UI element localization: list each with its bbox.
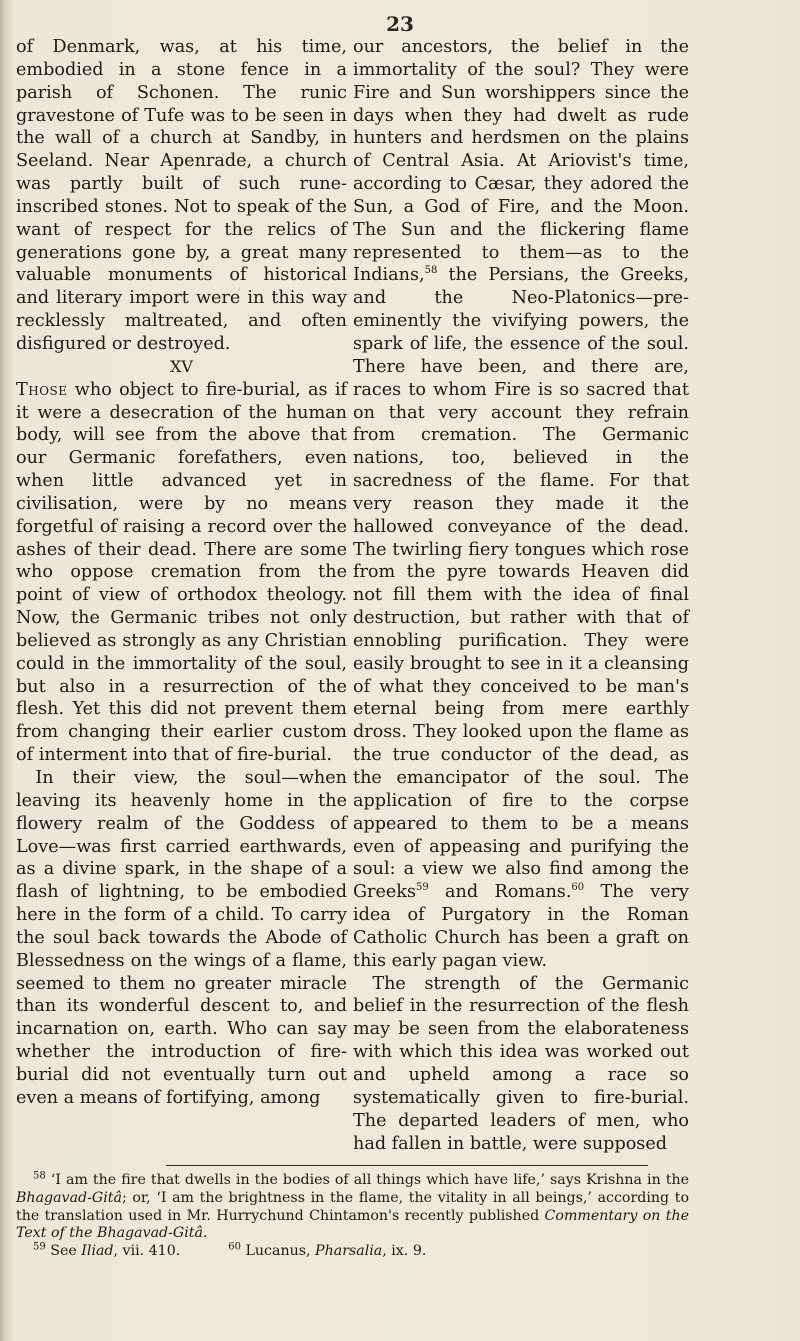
footnote-ref-60[interactable]: 60 [571, 882, 585, 894]
left-paragraph-1: of Denmark, was, at his time, embodied in a stone fence in a parish of Schonen. The runic gravestone of Tufe was to be seen in the wall of a church at Sandby, in Seeland. Near Apenrade, a church was partly built of such rune-inscribed stones. Not to speak of the want of respect for the relics of generations gone by, a great many valuable monuments of historical and literary import were in this way recklessly maltreated, and often disfigured or destroyed. [16, 37, 347, 354]
footnote-60-number: 60 [228, 1241, 241, 1253]
footnote-rule [166, 1165, 648, 1166]
left-paragraph-2-text: who object to fire-burial, as if it were a desecration of the human body, will see from the above that our Germanic forefathers, even when little advanced yet in civilisation, were by no means forgetful of raising a record over the ashes of their dead. There are some who oppose cremation from the point of view of orthodox theology. Now, the Germanic tribes not only believed as strongly as any Christian could in the immortality of the soul, but also in a resurrection of the flesh. Yet this did not prevent them from changing their earlier custom of interment into that of fire-burial. [16, 379, 347, 766]
right-paragraph-1-part-a: our ancestors, the belief in the immortality of the soul? They were Fire and Sun worshippers since the days when they had dwelt as rude hunters and herdsmen on the plains of Central Asia. At Ariovist's time, according to Cæsar, they adored the Sun, a God of Fire, and the Moon. The Sun and the flickering flame represented to them—as to the Indians, [353, 37, 689, 286]
footnote-59-number: 59 [33, 1241, 46, 1253]
footnote-58-number: 58 [33, 1170, 46, 1182]
footnote-58-title-2: Commentary on the Text of the Bhagavad-Gitâ. [16, 1207, 689, 1242]
left-paragraph-3: In their view, the soul—when leaving its heavenly home in the flowery realm of the Goddess of Love—was first carried earthwards, as a divine spark, in the shape of a flash of lightning, to be embodied here in the form of a child. To carry the soul back towards the Abode of Blessedness on the wings of a flame, seemed to them no greater miracle than its wonderful descent to, and incarnation on, earth. Who can say whether the introduction of fire-burial did not eventually turn out even a means of fortifying, among [16, 768, 347, 1108]
footnote-59 [33, 1243, 180, 1259]
section-heading: XV [170, 356, 193, 376]
footnote-59-text-a: See [45, 1243, 82, 1260]
footnote-58-text-b: ; or, ‘I am the brightness in the flame, the vitality in all beings,’ according to the translation used in Mr. Hurrychund Chintamon's recently published [16, 1189, 689, 1224]
footnote-58-text-a: ‘I am the fire that dwells in the bodies of all things which have life,’ says Krishna in the [45, 1172, 689, 1188]
footnote-58-title-1: Bhagavad-Gitâ [16, 1189, 122, 1206]
page-number: 23 [386, 12, 414, 36]
paragraph-lead-word: Those [16, 379, 68, 400]
footnotes-59-60 [16, 1243, 689, 1261]
footnote-59-text-b: , vii. 410. [113, 1243, 181, 1260]
right-column [353, 36, 689, 1155]
left-paragraph-2 [16, 379, 347, 767]
footnote-60 [228, 1243, 426, 1259]
right-paragraph-2: The strength of the Germanic belief in the resurrection of the flesh may be seen from the elaborateness with which this idea was worked out and upheld among a race so systematically given to fire-burial. The departed leaders of men, who had fallen in battle, were supposed [353, 973, 689, 1154]
right-paragraph-1-part-d: The very idea of Purgatory in the Roman Catholic Church has been a graft on this early pagan view. [353, 882, 689, 971]
right-paragraph-1 [353, 36, 689, 973]
footnote-ref-58[interactable]: 58 [424, 265, 438, 277]
footnotes [16, 1172, 689, 1261]
footnote-58 [16, 1172, 689, 1243]
footnote-ref-59[interactable]: 59 [415, 882, 429, 894]
right-paragraph-1-part-b: the Persians, the Greeks, and the Neo-Platonics—pre-eminently the vivifying powers, the spark of life, the essence of the soul. There have been, and there are, races to whom Fire is so sacred that on that very account they refrain from cremation. The Germanic nations, too, believed in the sacredness of the flame. For that very reason they made it the hallowed conveyance of the dead. The twirling fiery tongues which rose from the pyre towards Heaven did not fill them with the idea of final destruction, but rather with that of ennobling purification. They were easily brought to see in it a cleansing of what they conceived to be man's eternal being from mere earthly dross. They looked upon the flame as the true conductor of the dead, as the emancipator of the soul. The application of fire to the corpse appeared to them to be a means even of appeasing and purifying the soul: a view we also find among the Greeks [353, 265, 689, 903]
footnote-59-title: Iliad [81, 1243, 114, 1260]
footnote-60-text-b: , ix. 9. [382, 1243, 427, 1260]
right-paragraph-1-part-c: and Romans. [428, 882, 572, 903]
footnote-60-text-a: Lucanus, [240, 1243, 316, 1260]
left-column [16, 36, 347, 1110]
footnote-60-title: Pharsalia [315, 1243, 383, 1260]
